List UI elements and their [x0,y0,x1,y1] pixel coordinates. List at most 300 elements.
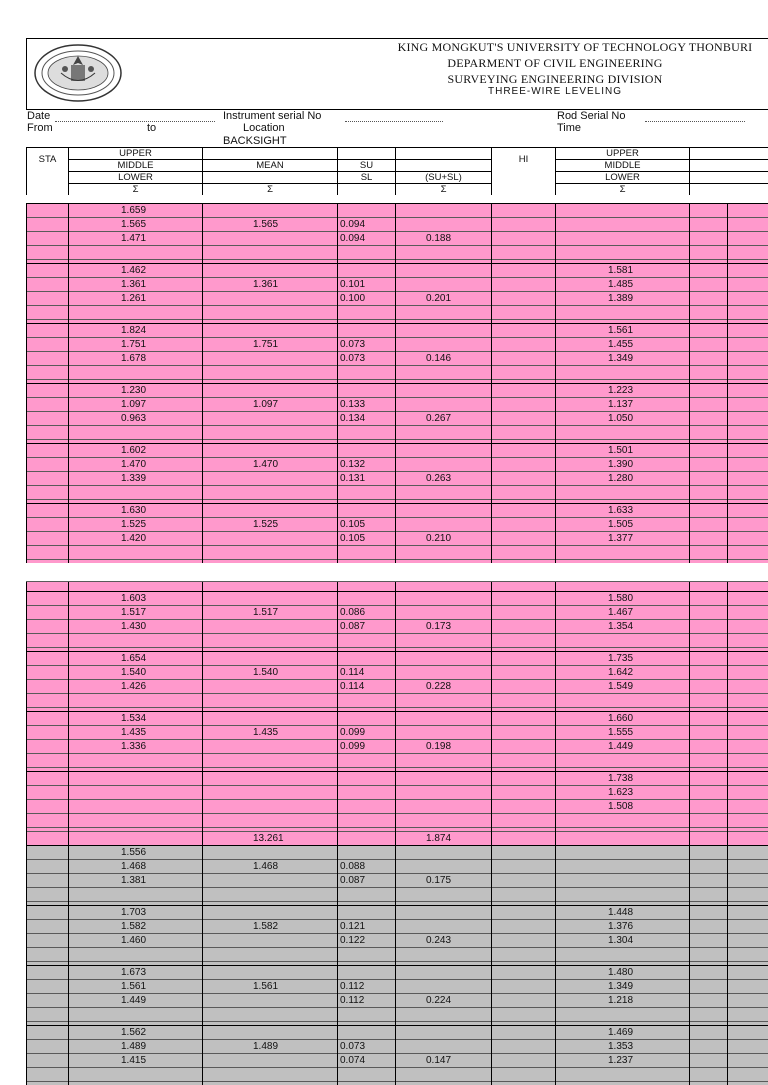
station-cell [27,1082,69,1085]
fs-lower-reading: 1.389 [556,292,690,306]
fs-extra [690,772,728,786]
hi-cell [492,874,556,888]
lower-reading: 1.449 [69,994,203,1008]
lower-reading: 1.471 [69,232,203,246]
su-value: 0.073 [338,338,396,352]
fs-extra2 [728,486,768,500]
fs-extra [690,754,728,768]
station-cell [27,948,69,962]
su-cell [338,772,396,786]
susl-value: 0.228 [396,680,492,694]
su-value: 0.086 [338,606,396,620]
station-cell [27,740,69,754]
sl-value [338,800,396,814]
table-row [27,324,768,338]
hi-cell [492,994,556,1008]
mean-cell [203,966,338,980]
mean-cell [203,680,338,694]
fs-middle-reading: 1.467 [556,606,690,620]
fs-extra [690,934,728,948]
sl-value: 0.134 [338,412,396,426]
su-cell [338,694,396,708]
mean-value: 1.751 [203,338,338,352]
sum-cell [396,338,492,352]
spacer [396,582,492,592]
mean-cell [203,292,338,306]
mean-value: 1.470 [203,458,338,472]
fs-extra2 [728,204,768,218]
hi-cell [492,1054,556,1068]
hi-cell [492,712,556,726]
fs-middle-reading: 1.390 [556,458,690,472]
table-row [27,800,768,814]
spacer [396,560,492,564]
table-row [27,218,768,232]
header-sl: SL [338,172,396,184]
fs-extra [690,800,728,814]
su-cell [338,832,396,846]
fs-extra2 [728,398,768,412]
susl-value: 0.267 [396,412,492,426]
fs-upper-reading: 1.561 [556,324,690,338]
sum-cell [396,324,492,338]
sum-cell [396,426,492,440]
table-row [27,934,768,948]
sigma-cell [69,246,203,260]
lower-reading: 1.420 [69,532,203,546]
lower-reading [69,800,203,814]
department-name: DEPARMENT OF CIVIL ENGINEERING [342,55,768,71]
university-name: KING MONGKUT'S UNIVERSITY OF TECHNOLOGY THONBURI [342,39,768,55]
header-susl-sigma: Σ [396,184,492,196]
hi-cell [492,948,556,962]
sum-cell [396,906,492,920]
to-label: to [147,122,156,134]
middle-reading: 1.468 [69,860,203,874]
table-row [27,846,768,860]
hi-cell [492,740,556,754]
date-label: Date [27,110,50,122]
station-cell [27,966,69,980]
su-value: 0.105 [338,518,396,532]
fs-middle-reading: 1.623 [556,786,690,800]
fs-middle-reading [556,218,690,232]
su-cell [338,634,396,648]
header-hi: HI [492,148,556,172]
fs-extra2 [728,546,768,560]
fs-extra [690,278,728,292]
station-cell [27,620,69,634]
table-row [27,966,768,980]
station-cell [27,324,69,338]
su-cell [338,712,396,726]
fs-lower-reading: 1.449 [556,740,690,754]
hi-cell [492,412,556,426]
hi-cell [492,204,556,218]
table-row [27,652,768,666]
su-cell [338,846,396,860]
sl-value: 0.112 [338,994,396,1008]
station-cell [27,934,69,948]
mean-cell [203,652,338,666]
station-cell [27,458,69,472]
sum-cell [396,888,492,902]
susl-value: 0.224 [396,994,492,1008]
fs-extra2 [728,352,768,366]
fs-middle-reading: 1.353 [556,1040,690,1054]
table-row [27,246,768,260]
fs-extra [690,726,728,740]
fs-extra [690,324,728,338]
station-cell [27,412,69,426]
table-row [27,398,768,412]
fs-extra [690,546,728,560]
fs-lower-reading: 1.050 [556,412,690,426]
fs-extra2 [728,338,768,352]
fs-extra [690,620,728,634]
hi-cell [492,324,556,338]
hi-cell [492,888,556,902]
table-row [27,1068,768,1082]
fs-sigma-cell [556,814,690,828]
mean-cell [203,620,338,634]
header-mean-sigma: Σ [203,184,338,196]
table-row [27,204,768,218]
header-middle: MIDDLE [69,160,203,172]
sl-value: 0.074 [338,1054,396,1068]
su-cell [338,652,396,666]
fs-extra [690,592,728,606]
mean-cell [203,772,338,786]
fs-extra [690,398,728,412]
fs-upper-reading: 1.660 [556,712,690,726]
station-cell [27,472,69,486]
su-cell [338,546,396,560]
fs-sigma-cell [556,366,690,380]
spacer [556,582,690,592]
table-row [27,948,768,962]
fs-extra2 [728,458,768,472]
hi-cell [492,966,556,980]
fs-middle-reading: 1.642 [556,666,690,680]
fs-upper-reading: 1.223 [556,384,690,398]
hi-cell [492,384,556,398]
fs-extra2 [728,532,768,546]
su-value: 0.121 [338,920,396,934]
hi-cell [492,680,556,694]
fs-extra [690,486,728,500]
fs-extra2 [728,712,768,726]
sl-value: 0.100 [338,292,396,306]
hi-cell [492,652,556,666]
upper-reading: 1.630 [69,504,203,518]
time-label: Time [557,122,581,134]
sum-cell [396,486,492,500]
hi-cell [492,1026,556,1040]
header-su: SU [338,160,396,172]
station-cell [27,246,69,260]
station-cell [27,920,69,934]
upper-reading: 1.603 [69,592,203,606]
sum-cell [396,666,492,680]
lower-reading: 0.963 [69,412,203,426]
fs-upper-reading: 1.480 [556,966,690,980]
fs-extra [690,204,728,218]
sheet-title: THREE-WIRE LEVELING [342,87,768,96]
hi-cell [492,338,556,352]
sum-cell [396,546,492,560]
upper-reading: 1.659 [69,204,203,218]
su-value: 0.094 [338,218,396,232]
table-row [27,694,768,708]
instrument-label: Instrument serial No [223,110,321,122]
hi-cell [492,560,556,564]
station-cell [27,218,69,232]
fs-upper-reading: 1.633 [556,504,690,518]
station-cell [27,874,69,888]
station-cell [27,292,69,306]
mean-cell [203,1026,338,1040]
fs-extra2 [728,324,768,338]
station-cell [27,800,69,814]
su-value: 0.114 [338,666,396,680]
fs-extra [690,920,728,934]
instrument-field[interactable] [345,121,443,122]
university-heading [342,39,768,96]
su-value: 0.133 [338,398,396,412]
station-cell [27,1040,69,1054]
fs-extra2 [728,1040,768,1054]
middle-reading: 1.561 [69,980,203,994]
fs-lower-reading: 1.508 [556,800,690,814]
sl-value: 0.099 [338,740,396,754]
sum-cell [396,634,492,648]
mean-cell [203,592,338,606]
sl-value: 0.094 [338,232,396,246]
hi-cell [492,920,556,934]
hi-cell [492,504,556,518]
spacer [69,1082,203,1085]
fs-lower-reading: 1.280 [556,472,690,486]
fs-extra [690,948,728,962]
mean-cell [203,814,338,828]
hi-cell [492,232,556,246]
mean-cell [203,486,338,500]
sum-cell [396,504,492,518]
lower-reading: 1.261 [69,292,203,306]
mean-value: 1.361 [203,278,338,292]
fs-extra2 [728,1054,768,1068]
fs-upper-reading: 1.580 [556,592,690,606]
table-row [27,486,768,500]
spacer [690,582,728,592]
header-fs-middle: MIDDLE [556,160,690,172]
fs-extra2 [728,652,768,666]
fs-extra [690,366,728,380]
hi-cell [492,458,556,472]
table-row [27,1026,768,1040]
fs-middle-reading: 1.376 [556,920,690,934]
sum-cell [396,920,492,934]
fs-extra2 [728,472,768,486]
fs-extra2 [728,306,768,320]
hi-cell [492,306,556,320]
su-cell [338,384,396,398]
su-cell [338,264,396,278]
fs-extra2 [728,772,768,786]
fs-extra2 [728,934,768,948]
hi-cell [492,246,556,260]
mean-cell [203,232,338,246]
fs-extra2 [728,726,768,740]
fs-sigma-cell [556,246,690,260]
upper-reading: 1.824 [69,324,203,338]
hi-cell [492,620,556,634]
su-cell [338,754,396,768]
upper-reading [69,772,203,786]
fs-extra [690,888,728,902]
sigma-cell [69,694,203,708]
spacer [728,582,768,592]
susl-value [396,800,492,814]
table-row [27,560,768,564]
fs-extra [690,426,728,440]
fs-lower-reading: 1.304 [556,934,690,948]
fs-extra2 [728,278,768,292]
mean-value: 1.561 [203,980,338,994]
mean-cell [203,888,338,902]
fs-extra [690,218,728,232]
hi-cell [492,754,556,768]
hi-cell [492,1040,556,1054]
table-row [27,232,768,246]
date-field[interactable] [55,121,215,122]
rod-field[interactable] [645,121,745,122]
station-cell [27,582,69,592]
spacer [338,560,396,564]
su-cell [338,366,396,380]
fs-extra2 [728,832,768,846]
su-cell [338,592,396,606]
station-cell [27,1008,69,1022]
hi-cell [492,832,556,846]
table-row [27,1040,768,1054]
station-cell [27,754,69,768]
mean-cell [203,306,338,320]
su-cell [338,888,396,902]
fs-extra [690,980,728,994]
station-cell [27,204,69,218]
sum-cell [396,814,492,828]
fs-lower-reading: 1.237 [556,1054,690,1068]
hi-cell [492,772,556,786]
middle-reading [69,786,203,800]
fs-extra [690,1054,728,1068]
fs-upper-reading [556,204,690,218]
susl-value: 0.146 [396,352,492,366]
fs-extra [690,518,728,532]
spacer [203,582,338,592]
station-cell [27,1026,69,1040]
su-value [338,786,396,800]
station-cell [27,366,69,380]
sigma-cell [69,1068,203,1082]
table-row [27,412,768,426]
header-sigma: Σ [69,184,203,196]
mean-cell [203,504,338,518]
mean-value: 1.540 [203,666,338,680]
upper-reading: 1.654 [69,652,203,666]
fs-middle-reading: 1.349 [556,980,690,994]
fs-extra [690,504,728,518]
header-lower: LOWER [69,172,203,184]
sl-value: 0.122 [338,934,396,948]
fs-upper-reading: 1.735 [556,652,690,666]
table-row [27,994,768,1008]
fs-lower-reading: 1.354 [556,620,690,634]
table-row [27,906,768,920]
fs-extra [690,740,728,754]
header-fs-upper: UPPER [556,148,690,160]
hi-cell [492,606,556,620]
hi-cell [492,1082,556,1085]
mean-cell [203,472,338,486]
station-cell [27,518,69,532]
fs-extra [690,606,728,620]
header-upper: UPPER [69,148,203,160]
sum-cell [396,204,492,218]
hi-cell [492,726,556,740]
fs-extra2 [728,874,768,888]
table-row [27,444,768,458]
susl-value: 0.201 [396,292,492,306]
table-row [27,874,768,888]
station-cell [27,1054,69,1068]
hi-cell [492,814,556,828]
sum-cell [396,444,492,458]
fs-extra2 [728,634,768,648]
mean-cell [203,906,338,920]
fs-extra [690,694,728,708]
table-row [27,278,768,292]
table-row [27,1054,768,1068]
table-row [27,786,768,800]
su-cell [338,306,396,320]
sigma-cell [69,948,203,962]
hi-cell [492,292,556,306]
sum-cell [396,772,492,786]
sl-value: 0.073 [338,352,396,366]
upper-reading: 1.556 [69,846,203,860]
lower-reading: 1.678 [69,352,203,366]
fs-extra2 [728,1026,768,1040]
fs-extra [690,412,728,426]
sum-cell [396,860,492,874]
fs-extra2 [728,426,768,440]
mean-cell [203,352,338,366]
fs-extra2 [728,694,768,708]
station-cell [27,860,69,874]
table-row [27,546,768,560]
station-cell [27,980,69,994]
station-cell [27,694,69,708]
sum-cell [396,398,492,412]
sum-cell [396,264,492,278]
station-cell [27,560,69,564]
hi-cell [492,444,556,458]
spacer [690,1082,728,1085]
upper-reading: 1.230 [69,384,203,398]
